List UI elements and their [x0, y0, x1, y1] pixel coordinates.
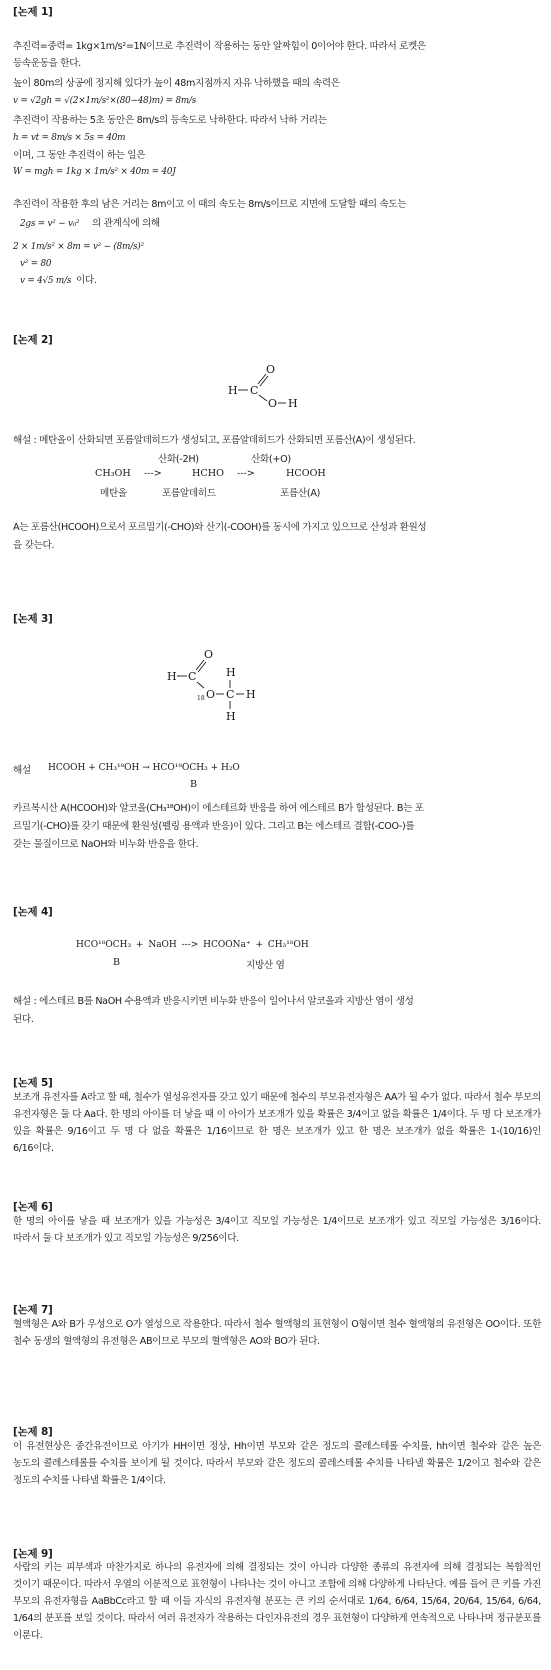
s3-eq-label: 해설	[13, 765, 31, 776]
section-2-title: [논제 2]	[13, 334, 53, 346]
s1-line-4: 추진력이 작용하는 5초 동안은 8m/s의 등속도로 낙하한다. 따라서 낙하 거리는	[13, 115, 327, 126]
s1-line-1: 추진력=중력= 1kg×1m/s²=1N이므로 추진력이 작용하는 동안 알짜힘이 0이어야 한다. 따라서 로켓은	[13, 41, 426, 52]
section-3-title: [논제 3]	[13, 613, 53, 625]
struct-atom-o-single: O	[268, 397, 278, 410]
s3-product-b-label: B	[190, 779, 198, 790]
reaction-methanol-name: 메탄올	[100, 488, 127, 499]
reaction-formic-acid-name: 포름산(A)	[280, 488, 321, 499]
s4-line-1: 해설 : 에스테르 B를 NaOH 수용액과 반응시키면 비누화 반응이 일어나서 알코올과 지방산 염이 생성	[13, 996, 414, 1007]
s1-result-text: 이다.	[76, 275, 97, 286]
s1-eq-velocity: v = √2gh = √(2×1m/s²×(80−48)m) = 8m/s	[13, 96, 197, 106]
s9-paragraph: 사람의 키는 피부색과 마찬가지로 하나의 유전자에 의해 결정되는 것이 아니라 다양한 종류의 유전자에 의해 결정되는 복합적인 것이기 때문이다. 따라서 우열의 이분적으로 표현형이 나타나는 것이 아니고 조합에 의해 다양하게 나타난다. 예를 들어 큰 키를 가진 부모의 유전자형을 AaBbCc라고 할 때 이들 자식의 유전자형 분포는 큰 키의 순서대로 1/64, 6/64, 15/64, 20/64, 15/64, 6/64, 1/64의 분포를 보일 것이다. 따라서 여러 유전자가 작용하는 다인자유전의 경우 표현형이 다양하게 연속적으로 나타나며 정규분포를 이룬다.	[13, 1562, 541, 1641]
struct3-isotope-18: 18	[197, 695, 205, 702]
s3-line-3: 갖는 물질이므로 NaOH와 비누화 반응을 한다.	[13, 839, 199, 850]
s1-eq-relation: 2gs = v² − v₀²	[20, 219, 80, 229]
struct3-atom-h-right: H	[246, 688, 256, 701]
s2-line-3: 을 갖는다.	[13, 540, 55, 551]
s1-eq-result: v = 4√5 m/s	[20, 276, 72, 286]
reaction-label-oxidation-2: 산화(+O)	[251, 454, 291, 465]
s1-eq-work: W = mgh = 1kg × 1m/s² × 40m = 40J	[13, 167, 176, 177]
s4-fatty-acid-salt-label: 지방산 염	[246, 960, 285, 971]
reaction-label-oxidation-1: 산화(-2H)	[158, 454, 199, 465]
s5-paragraph: 보조개 유전자를 A라고 할 때, 철수가 열성유전자를 갖고 있기 때문에 철수의 부모유전자형은 AA가 될 수가 없다. 따라서 철수 부모의 유전자형은 둘 다 Aa다. 한 명의 아이를 더 낳을 때 이 아이가 보조개가 있을 확률은 3/4이고 없을 확률은 1/4이다. 두 명 다 보조개가 있을 확률은 9/16이고 두 명 다 없을 확률은 1/16이므로 한 명은 보조개가 있고 한 명은 보조개가 없을 확률은 1-(10/16)인 6/16이다.	[13, 1092, 541, 1154]
reaction-methanol-formula: CH₃OH	[95, 468, 131, 479]
struct3-atom-h: H	[167, 670, 177, 683]
reaction-arrow-1: --->	[144, 468, 162, 479]
section-9-title: [논제 9]	[13, 1548, 53, 1560]
struct3-atom-o-ester: O	[206, 688, 216, 701]
struct3-atom-c-methyl: C	[226, 688, 235, 701]
struct3-atom-o-double: O	[204, 648, 214, 661]
s1-eq-substitution: 2 × 1m/s² × 8m = v² − (8m/s)²	[13, 242, 144, 252]
struct-atom-h-terminal: H	[288, 397, 298, 410]
section-5-title: [논제 5]	[13, 1077, 53, 1089]
section-7-title: [논제 7]	[13, 1304, 53, 1316]
struct3-atom-h-bottom: H	[226, 710, 236, 723]
s6-paragraph: 한 명의 아이를 낳을 때 보조개가 있을 가능성은 3/4이고 직모일 가능성은 1/4이므로 보조개가 있고 직모일 가능성은 3/16이다. 따라서 둘 다 보조개가 있고 직모일 가능성은 9/256이다.	[13, 1216, 541, 1244]
reaction-formic-acid-formula: HCOOH	[286, 468, 326, 479]
reaction-formaldehyde-name: 포름알데히드	[162, 488, 216, 499]
reaction-arrow-2: --->	[237, 468, 255, 479]
section-8-title: [논제 8]	[13, 1426, 53, 1438]
struct-atom-h: H	[228, 384, 238, 397]
reaction-formaldehyde-formula: HCHO	[192, 468, 224, 479]
struct3-atom-h-top: H	[226, 666, 236, 679]
s4-reactant-b-label: B	[113, 957, 121, 968]
s1-line-5: 이며, 그 동안 추진력이 하는 일은	[13, 150, 146, 161]
section-6-title: [논제 6]	[13, 1201, 53, 1213]
s2-line-1: 해설 : 메탄올이 산화되면 포름알데히드가 생성되고, 포름알데히드가 산화되면 포름산(A)이 생성된다.	[13, 435, 416, 446]
s1-eq-distance: h = vt = 8m/s × 5s = 40m	[13, 133, 126, 143]
s1-line-3: 높이 80m의 상공에 정지해 있다가 높이 48m지점까지 자유 낙하했을 때의 속력은	[13, 78, 340, 89]
s1-relation-text: 의 관계식에 의해	[92, 218, 160, 229]
s3-line-2: 르밀기(-CHO)를 갖기 때문에 환원성(펠링 용액과 반응)이 있다. 그리고 B는 에스테르 결합(-COO-)를	[13, 821, 415, 832]
s4-equation: HCO¹⁸OCH₃ + NaOH ---> HCOONa⁺ + CH₃¹⁸OH	[76, 940, 309, 950]
s3-line-1: 카르복시산 A(HCOOH)와 알코올(CH₃¹⁸OH)이 에스테르화 반응을 하여 에스테르 B가 합성된다. B는 포	[13, 803, 424, 814]
struct3-atom-c: C	[188, 670, 197, 683]
methyl-formate-structure	[167, 640, 277, 730]
s7-paragraph: 혈액형은 A와 B가 우성으로 O가 열성으로 작용한다. 따라서 철수 혈액형의 표현형이 O형이면 철수 혈액형의 유전형은 OO이다. 또한 철수 동생의 혈액형의 유전형은 AB이므로 부모의 혈액형은 AO와 BO가 된다.	[13, 1319, 541, 1347]
section-4-title: [논제 4]	[13, 906, 53, 918]
formic-acid-structure	[228, 362, 308, 412]
s4-line-2: 된다.	[13, 1014, 34, 1025]
s1-eq-vsquared: v² = 80	[20, 259, 52, 269]
s8-paragraph: 이 유전현상은 중간유전이므로 아기가 HH이면 정상, Hh이면 부모와 같은 정도의 콜레스테롤 수치를, hh이면 철수와 같은 높은 농도의 콜레스테롤를 수치를 보이게 될 것이다. 따라서 부모와 같은 정도의 콜레스테롤 수치를 나타낼 확률은 1/2이고 철수와 같은 정도의 수치를 나타낼 확률은 1/4이다.	[13, 1441, 541, 1486]
s1-line-6: 추진력이 작용한 후의 남은 거리는 8m이고 이 때의 속도는 8m/s이므로 지면에 도달할 때의 속도는	[13, 199, 407, 210]
s2-line-2: A는 포름산(HCOOH)으로서 포르밀기(-CHO)와 산기(-COOH)를 동시에 가지고 있으므로 산성과 환원성	[13, 522, 427, 533]
s3-equation: HCOOH + CH₃¹⁸OH → HCO¹⁸OCH₃ + H₂O	[48, 763, 240, 773]
s1-line-2: 등속운동을 한다.	[13, 58, 81, 69]
struct-atom-c: C	[250, 384, 259, 397]
struct-atom-o-double: O	[266, 363, 276, 376]
section-1-title: [논제 1]	[13, 6, 53, 18]
